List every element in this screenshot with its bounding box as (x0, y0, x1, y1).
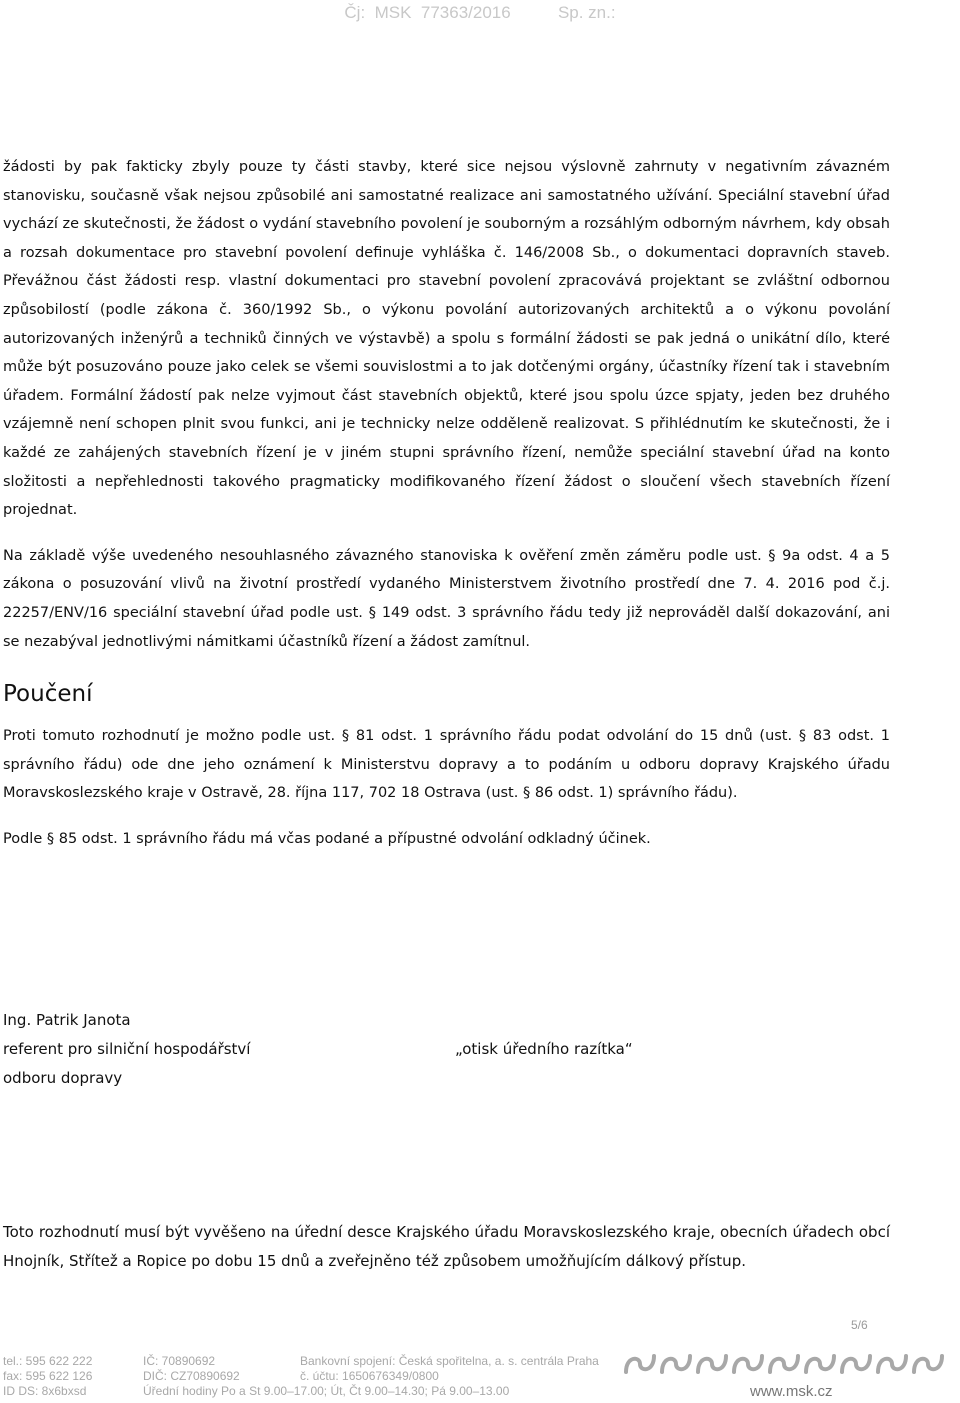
section-heading: Poučení (3, 681, 93, 708)
footer-dic: DIČ: CZ70890692 (143, 1369, 240, 1383)
footer-data-box: ID DS: 8x6bxsd (3, 1384, 87, 1398)
body-paragraph: Na základě výše uvedeného nesouhlasného závazného stanoviska k ověření změn záměru podle ust. § 9a odst. 4 a 5 zákona o posuzování vlivů na životní prostředí vydaného Ministerstvem životního prostředí dne 7. 4. 2016 pod č.j. 22257/ENV/16 speciální stavební úřad podle ust. § 149 odst. 3 správního řádu tedy již neprováděl další dokazování, ani se nezabýval jednotlivými námitkami účastníků řízení a žádost zamítnul. (3, 547, 890, 650)
document-header: Čj: MSK 77363/2016 Sp. zn.: (344, 3, 616, 22)
footer-fax: fax: 595 622 126 (3, 1369, 93, 1383)
footer-website-link[interactable]: www.msk.cz (750, 1383, 833, 1400)
footer-ico: IČ: 70890692 (143, 1354, 216, 1368)
footer-office-hours: Úřední hodiny Po a St 9.00–17.00; Út, Čt 9.00–14.30; Pá 9.00–13.00 (143, 1384, 510, 1398)
signature-block (3, 1006, 903, 1093)
signatory-name: Ing. Patrik Janota (3, 1011, 131, 1029)
poucheni-paragraph: Podle § 85 odst. 1 správního řádu má včas podané a přípustné odvolání odkladný účinek. (3, 830, 651, 847)
footer-phone: tel.: 595 622 222 (3, 1354, 93, 1368)
posting-notice: Toto rozhodnutí musí být vyvěšeno na úřední desce Krajského úřadu Moravskoslezského kraje, obecních úřadech obcí Hnojník, Střítež a Ropice po dobu 15 dnů a zveřejněno též způsobem umožňujícím dálkový přístup. (3, 1223, 890, 1270)
footer-bank: Bankovní spojení: Česká spořitelna, a. s. centrála Praha (300, 1354, 599, 1368)
signatory-department: odboru dopravy (3, 1069, 123, 1087)
page-footer (3, 1354, 958, 1400)
signatory-role: referent pro silniční hospodářství (3, 1040, 251, 1058)
page-number: 5/6 (851, 1318, 868, 1332)
footer-account: č. účtu: 1650676349/0800 (300, 1369, 439, 1383)
document-body (3, 153, 890, 853)
body-paragraph: žádosti by pak fakticky zbyly pouze ty části stavby, které sice nejsou výslovně zahrnuty v negativním závazném stanovisku, současně však nejsou způsobilé ani samostatné realizace ani samostatného užívání. Speciální stavební úřad vychází ze skutečnosti, že žádost o vydání stavebního povolení je souborným a rozsáhlým odborným návrhem, kdy obsah a rozsah dokumentace pro stavební povolení definuje vyhláška č. 146/2008 Sb., o dokumentaci dopravních staveb. Převážnou část žádosti resp. vlastní dokumentaci pro stavební povolení zpracovává projektant se zvláštní odbornou způsobilostí (podle zákona č. 360/1992 Sb., o výkonu povolání autorizovaných architektů a o výkonu povolání autorizovaných inženýrů a techniků činných ve výstavbě) a spolu s formální žádosti se pak jedná o unikátní dílo, které může být posuzováno pouze jako celek se všemi souvislostmi a to jak dotčenými orgány, účastníky řízení tak i stavebním úřadem. Formální žádostí pak nelze vyjmout část stavebních objektů, které jsou spolu úzce spjaty, jeden bez druhého vzájemně není schopen plnit svou funkci, ani je technicky nelze odděleně realizovat. S přihlédnutím ke skutečnosti, že i každé ze zahájených stavebních řízení je v jiném stupni správního řízení, nemůže speciální stavební úřad na konto složitosti a nepřehlednosti takového pragmaticky modifikovaného řízení žádost o sloučení všech stavebních řízení projednat. (3, 159, 890, 519)
stamp-placeholder: „otisk úředního razítka“ (455, 1040, 633, 1058)
poucheni-paragraph: Proti tomuto rozhodnutí je možno podle ust. § 81 odst. 1 správního řádu podat odvolání do 15 dnů (ust. § 83 odst. 1 správního řádu) ode dne jeho oznámení k Ministerstvu dopravy a to podáním u odboru dopravy Krajského úřadu Moravskoslezského kraje v Ostravě, 28. října 117, 702 18 Ostrava (ust. § 86 odst. 1) správního řádu). (3, 728, 890, 802)
